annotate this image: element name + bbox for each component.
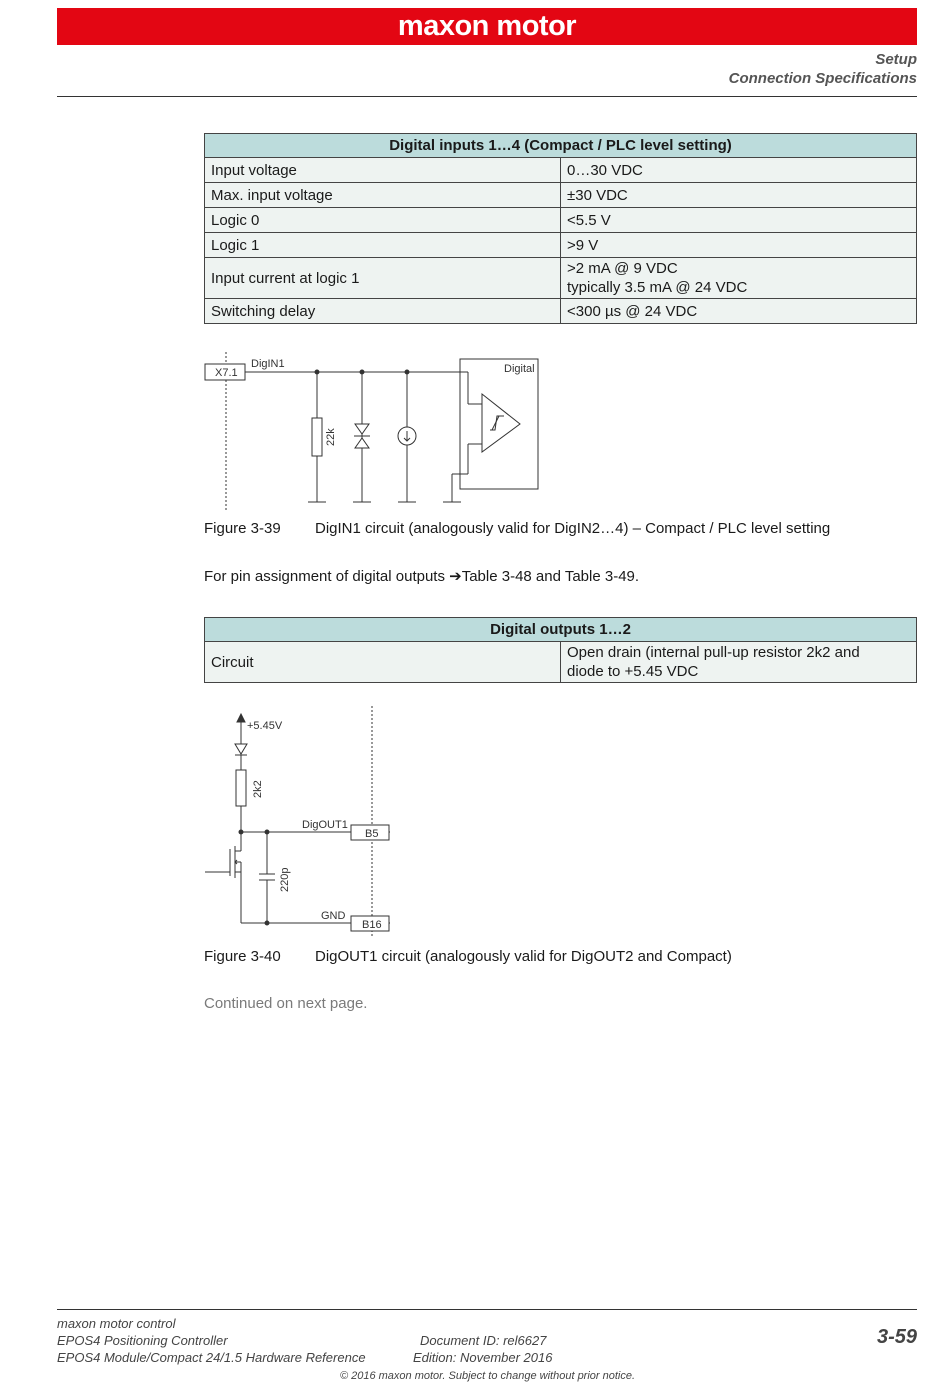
- value-line: diode to +5.45 VDC: [567, 663, 699, 680]
- page-number: 3-59: [876, 1326, 917, 1348]
- pin-label: X7.1: [215, 367, 238, 379]
- table-row: [205, 299, 917, 324]
- param-cell: Logic 1: [205, 233, 561, 258]
- table-row: [205, 233, 917, 258]
- table-row: [205, 183, 917, 208]
- digital-inputs-table: [204, 133, 917, 324]
- footer-rule: [57, 1309, 917, 1310]
- supply-label: +5.45V: [247, 720, 283, 732]
- block-label: Digital: [504, 363, 535, 375]
- resistor-label: 22k: [325, 428, 337, 446]
- value-cell: <5.5 V: [561, 208, 917, 233]
- footer-edition: Edition: November 2016: [413, 1350, 553, 1365]
- value-cell: 0…30 VDC: [561, 158, 917, 183]
- value-cell: [561, 642, 917, 683]
- continued-note: Continued on next page.: [204, 995, 368, 1012]
- footer-document-id: Document ID: rel6627: [420, 1333, 547, 1348]
- footer-product: EPOS4 Positioning Controller: [57, 1333, 228, 1348]
- table-row: [205, 258, 917, 299]
- value-line: >2 mA @ 9 VDC: [567, 260, 678, 277]
- param-cell: Input voltage: [205, 158, 561, 183]
- section-title: Setup: [875, 51, 917, 68]
- table-title: Digital inputs 1…4 (Compact / PLC level setting): [205, 134, 917, 158]
- pin-assignment-note: For pin assignment of digital outputs ➔Table 3-48 and Table 3-49.: [204, 568, 640, 585]
- digout-circuit-diagram: [200, 706, 400, 938]
- table-title: Digital outputs 1…2: [205, 618, 917, 642]
- param-cell: Switching delay: [205, 299, 561, 324]
- subsection-title: Connection Specifications: [728, 70, 917, 87]
- pin-label: B16: [362, 919, 382, 931]
- value-cell: [561, 258, 917, 299]
- param-cell: Input current at logic 1: [205, 258, 561, 299]
- digin-circuit-diagram: [200, 352, 560, 512]
- figure-caption-text: DigIN1 circuit (analogously valid for DigIN2…4) – Compact / PLC level setting: [315, 520, 831, 537]
- value-line: typically 3.5 mA @ 24 VDC: [567, 279, 748, 296]
- signal-label: DigOUT1: [302, 819, 348, 831]
- figure-number: Figure 3-39: [204, 520, 281, 537]
- value-cell: <300 µs @ 24 VDC: [561, 299, 917, 324]
- footer-copyright: © 2016 maxon motor. Subject to change without prior notice.: [339, 1370, 636, 1382]
- footer-document-title: EPOS4 Module/Compact 24/1.5 Hardware Reference: [57, 1350, 366, 1365]
- gnd-label: GND: [321, 910, 346, 922]
- signal-label: DigIN1: [251, 358, 285, 370]
- figure-number: Figure 3-40: [204, 948, 281, 965]
- param-cell: Circuit: [205, 642, 561, 683]
- figure-caption-text: DigOUT1 circuit (analogously valid for DigOUT2 and Compact): [315, 948, 732, 965]
- digital-outputs-table: [204, 617, 917, 683]
- value-cell: >9 V: [561, 233, 917, 258]
- table-row: [205, 642, 917, 683]
- table-row: [205, 158, 917, 183]
- pin-label: B5: [365, 828, 379, 840]
- value-line: Open drain (internal pull-up resistor 2k2 and: [567, 644, 860, 661]
- param-cell: Logic 0: [205, 208, 561, 233]
- resistor-label: 2k2: [252, 780, 264, 798]
- param-cell: Max. input voltage: [205, 183, 561, 208]
- table-row: [205, 208, 917, 233]
- footer-company: maxon motor control: [57, 1316, 176, 1331]
- header-rule: [57, 96, 917, 97]
- value-cell: ±30 VDC: [561, 183, 917, 208]
- brand-logo-text: maxon motor: [397, 10, 577, 42]
- capacitor-label: 220p: [279, 867, 291, 892]
- brand-banner: [57, 8, 917, 45]
